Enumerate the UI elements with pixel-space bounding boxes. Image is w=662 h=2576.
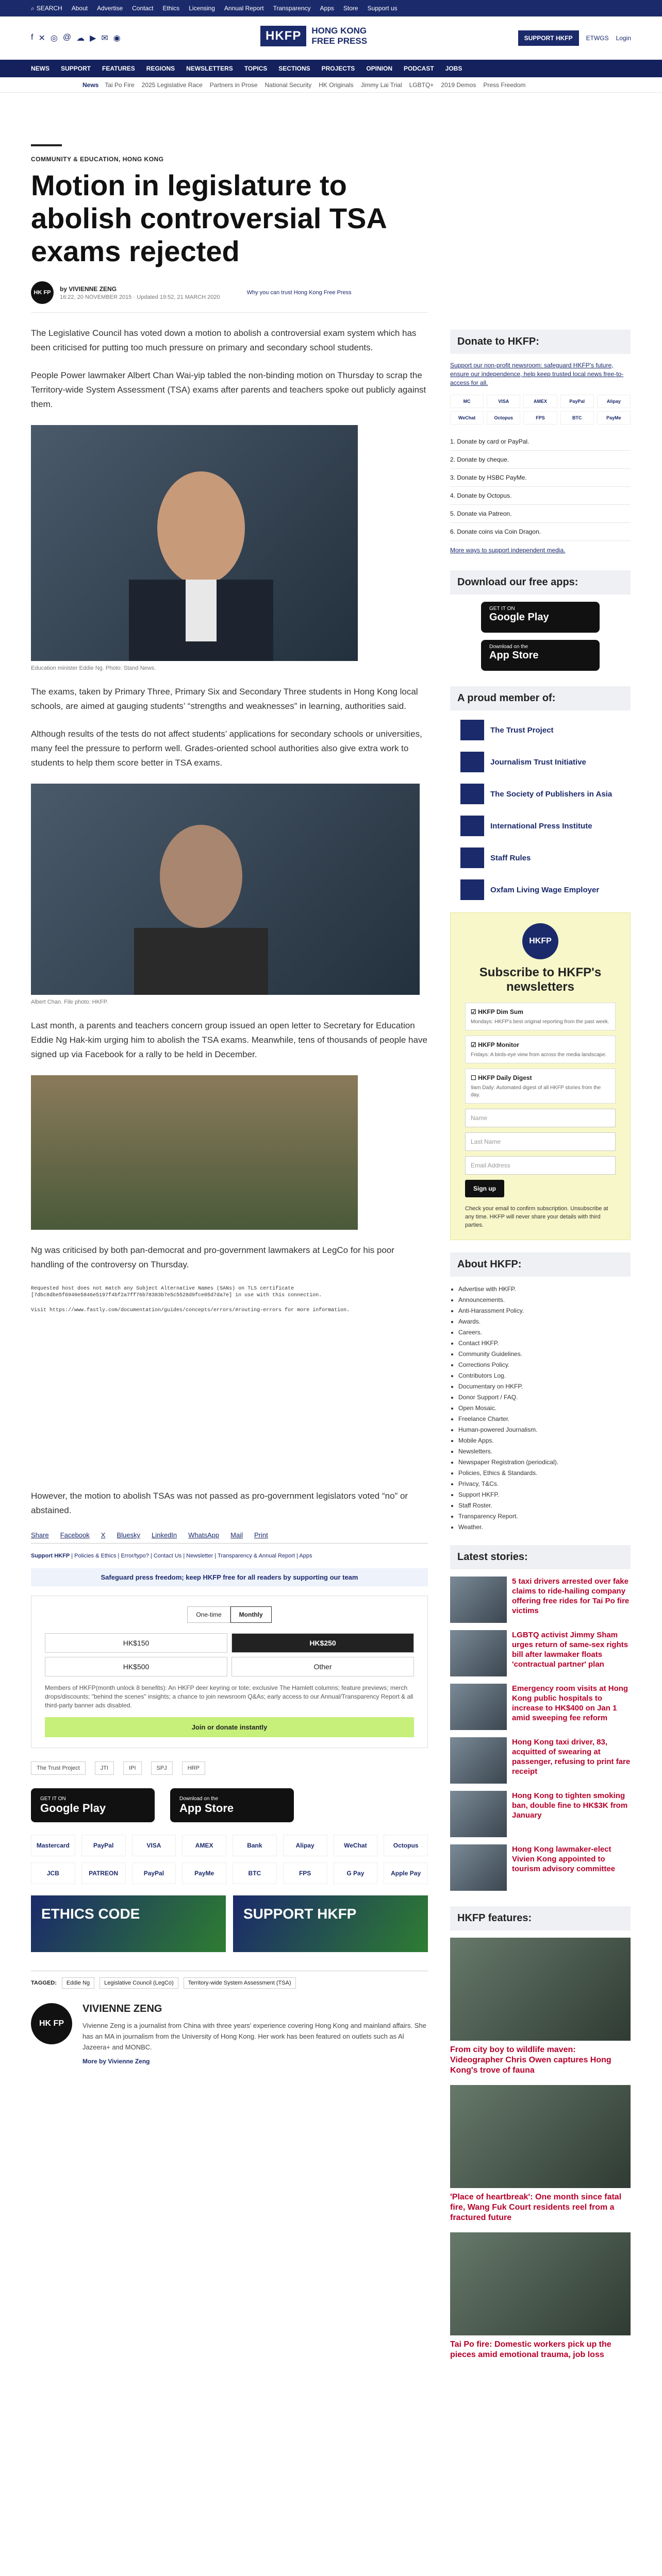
nav-projects[interactable]: PROJECTS <box>321 65 355 72</box>
newsletter-option[interactable]: ☑ HKFP Dim Sum Mondays: HKFP's best original reporting from the past week. <box>465 1003 616 1030</box>
visa-icon[interactable]: VISA <box>132 1835 176 1856</box>
social-icons <box>31 33 121 43</box>
bitcoin-icon[interactable]: BTC <box>233 1862 277 1884</box>
topbar-support[interactable]: Support us <box>367 5 398 12</box>
portrait-illustration <box>31 784 420 995</box>
author-box <box>31 2003 428 2065</box>
trending-item[interactable]: Partners in Prose <box>209 81 258 89</box>
story-thumbnail <box>450 1737 507 1784</box>
nav-features[interactable]: FEATURES <box>102 65 135 72</box>
about-item[interactable]: • Weather. <box>458 1522 631 1533</box>
article-title: Motion in legislature to abolish controversial TSA exams rejected <box>31 169 386 267</box>
about-item[interactable]: • Transparency Report. <box>458 1511 631 1522</box>
author-box-name[interactable]: VIVIENNE ZENG <box>82 2003 162 2014</box>
about-item[interactable]: • Freelance Charter. <box>458 1414 631 1425</box>
donate-method[interactable]: 1. Donate by card or PayPal. <box>450 433 631 451</box>
jcb-icon[interactable]: JCB <box>31 1862 75 1884</box>
donate-method[interactable]: 6. Donate coins via Coin Dragon. <box>450 523 631 541</box>
about-item[interactable]: • Careers. <box>458 1327 631 1338</box>
paypal-icon[interactable]: PayPal <box>132 1862 176 1884</box>
trending-item[interactable]: Press Freedom <box>483 81 526 89</box>
octopus-icon[interactable]: Octopus <box>487 411 520 425</box>
newsletter-note: Check your email to confirm subscription. Unsubscribe at any time. HKFP will never share your details with third parties. <box>465 1206 608 1228</box>
about-item[interactable]: • Newspaper Registration (periodical). <box>458 1457 631 1468</box>
footer-link-row: Support HKFP | Policies & Ethics | Error/typo? | Contact Us | Newsletter | Transparency & Annual Report | Apps <box>31 1553 312 1559</box>
sidebar <box>450 330 631 2369</box>
one-time-toggle[interactable]: One-time <box>187 1606 230 1623</box>
about-item[interactable]: • Anti-Harassment Policy. <box>458 1306 631 1316</box>
feature-image <box>450 1938 631 2041</box>
photo-legco-chamber <box>31 1075 358 1230</box>
member-logo[interactable]: The Trust Project <box>460 718 620 742</box>
payment-methods-grid <box>31 1835 428 1884</box>
site-logo[interactable] <box>260 26 367 46</box>
latest-story[interactable]: Emergency room visits at Hong Kong public hospitals to increase to HK$400 on Jan 1 amid sweeping fee reform <box>450 1684 631 1730</box>
top-utility-bar <box>0 0 662 16</box>
alipay-icon[interactable]: Alipay <box>597 395 631 408</box>
about-item[interactable]: • Documentary on HKFP. <box>458 1381 631 1392</box>
about-item[interactable]: • Policies, Ethics & Standards. <box>458 1468 631 1479</box>
member-heading: A proud member of: <box>450 686 631 710</box>
donate-method[interactable]: 4. Donate by Octopus. <box>450 487 631 505</box>
amount-option-selected[interactable]: HK$250 <box>231 1633 414 1653</box>
x-icon[interactable]: ✕ <box>38 33 45 43</box>
author-bio: Vivienne Zeng is a journalist from China with three years' experience covering Hong Kong and mainland affairs. She has an MA in journalism from the University of Hong Kong. Her work has been featured on outlets such as Al Jazeera+ and MONBC. <box>82 2022 426 2051</box>
story-thumbnail <box>450 1630 507 1676</box>
paragraph: The Legislative Council has voted down a motion to abolish a controversial exam system which has been criticised for putting too much pressure on primary and secondary school students. <box>31 328 417 352</box>
visa-icon[interactable]: VISA <box>487 395 520 408</box>
nav-regions[interactable]: REGIONS <box>146 65 175 72</box>
about-item[interactable]: • Advertise with HKFP. <box>458 1284 631 1295</box>
share-facebook[interactable]: Facebook <box>60 1531 90 1539</box>
hrp-logo[interactable]: HRP <box>182 1761 205 1775</box>
trending-label: News <box>82 81 99 89</box>
latest-story[interactable]: LGBTQ activist Jimmy Sham urges return of same-sex rights bill after lawmaker floats 'contractual partner' plan <box>450 1630 631 1676</box>
more-by-author-link[interactable]: More by Vivienne Zeng <box>82 2058 150 2065</box>
donate-module <box>31 1596 428 1748</box>
about-item[interactable]: • Awards. <box>458 1316 631 1327</box>
threads-icon[interactable]: @ <box>62 32 72 42</box>
about-item[interactable]: • Newsletters. <box>458 1446 631 1457</box>
newsletter-option[interactable]: ☑ HKFP Monitor Fridays: A birds-eye view from across the media landscape. <box>465 1036 616 1063</box>
feature-story[interactable]: From city boy to wildlife maven: Videographer Chris Owen captures Hong Kong's trove of fauna <box>450 1938 631 2076</box>
byline <box>31 281 428 313</box>
feature-image <box>450 2232 631 2335</box>
trending-bar <box>0 77 662 93</box>
share-linkedin[interactable]: LinkedIn <box>152 1531 177 1539</box>
fps-icon[interactable]: FPS <box>523 411 557 425</box>
frequency-toggle <box>45 1606 414 1623</box>
nav-newsletters[interactable]: NEWSLETTERS <box>186 65 233 72</box>
app-store-row <box>31 1788 428 1822</box>
trust-project-logo[interactable]: The Trust Project <box>31 1761 86 1775</box>
ethics-banner[interactable]: ETHICS CODE <box>31 1895 226 1952</box>
figure-albert-chan <box>31 784 428 1005</box>
feature-story[interactable]: Tai Po fire: Domestic workers pick up the pieces amid emotional trauma, job loss <box>450 2232 631 2360</box>
gpay-icon[interactable]: G Pay <box>334 1862 378 1884</box>
share-bar <box>31 1531 428 1544</box>
footer-link[interactable]: Error/typo? <box>121 1553 149 1559</box>
spj-logo[interactable]: SPJ <box>151 1761 173 1775</box>
tags-row <box>31 1971 428 1989</box>
member-logo[interactable]: Staff Rules <box>460 845 620 870</box>
wechat-icon[interactable]: WeChat <box>334 1835 378 1856</box>
author-avatar[interactable]: HK FP <box>31 281 54 304</box>
bluesky-icon[interactable]: ☁ <box>76 33 85 43</box>
donate-method[interactable]: 2. Donate by cheque. <box>450 451 631 469</box>
name-input[interactable]: Name <box>465 1109 616 1127</box>
footer-link[interactable]: Transparency & Annual Report <box>218 1553 295 1559</box>
nav-support[interactable]: SUPPORT <box>61 65 91 72</box>
about-item[interactable]: • Privacy, T&Cs. <box>458 1479 631 1489</box>
donate-heading: Donate to HKFP: <box>450 330 631 354</box>
support-banner[interactable]: SUPPORT HKFP <box>233 1895 428 1952</box>
instagram-icon[interactable]: ◎ <box>50 33 58 43</box>
jti-icon <box>460 752 484 772</box>
sign-up-button[interactable]: Sign up <box>465 1180 504 1197</box>
applepay-icon[interactable]: Apple Pay <box>384 1862 428 1884</box>
footer-link[interactable]: Contact Us <box>153 1553 182 1559</box>
about-item[interactable]: • Mobile Apps. <box>458 1435 631 1446</box>
topbar-advertise[interactable]: Advertise <box>97 5 123 12</box>
topbar-contact[interactable]: Contact <box>132 5 154 12</box>
sidebar-payment-icons <box>450 395 631 425</box>
mail-icon[interactable]: ✉ <box>101 33 108 43</box>
sidebar-app-store[interactable]: Download on the App Store <box>481 640 600 671</box>
tag[interactable]: Territory-wide System Assessment (TSA) <box>184 1977 296 1989</box>
story-thumbnail <box>450 1844 507 1891</box>
trending-item[interactable]: Jimmy Lai Trial <box>360 81 402 89</box>
latest-story[interactable]: Hong Kong taxi driver, 83, acquitted of swearing at passenger, refusing to print fare receipt <box>450 1737 631 1784</box>
monthly-toggle[interactable]: Monthly <box>230 1606 272 1623</box>
oxfam-icon <box>460 879 484 900</box>
topbar-search[interactable]: ⌕ SEARCH <box>31 4 62 12</box>
article-category[interactable]: COMMUNITY & EDUCATION, HONG KONG <box>31 156 164 163</box>
member-logo[interactable]: International Press Institute <box>460 814 620 838</box>
logo-text: HONG KONG FREE PRESS <box>311 26 368 46</box>
topbar-store[interactable]: Store <box>343 5 358 12</box>
ipi-icon <box>460 816 484 836</box>
article-dates: 16:22, 20 NOVEMBER 2015 · Updated 19:52, 21 MARCH 2020 <box>60 294 220 300</box>
about-item[interactable]: • Announcements. <box>458 1295 631 1306</box>
footer-link[interactable]: Newsletter <box>186 1553 213 1559</box>
caption: Albert Chan. File photo: HKFP. <box>31 999 108 1005</box>
safeguard-banner[interactable]: Safeguard press freedom; keep HKFP free for all readers by supporting our team <box>31 1568 428 1586</box>
latest-heading: Latest stories: <box>450 1545 631 1569</box>
feature-image <box>450 2085 631 2188</box>
member-logo[interactable]: The Society of Publishers in Asia <box>460 782 620 806</box>
caption: Education minister Eddie Ng. Photo: Stand News. <box>31 665 156 671</box>
amount-option[interactable]: HK$150 <box>45 1633 227 1653</box>
payme-icon[interactable]: PayMe <box>182 1862 226 1884</box>
alipay-icon[interactable]: Alipay <box>283 1835 327 1856</box>
amount-option[interactable]: HK$500 <box>45 1657 227 1676</box>
about-item[interactable]: • Open Mosaic. <box>458 1403 631 1414</box>
newsletter-option[interactable]: ☐ HKFP Daily Digest 9am Daily: Automated digest of all HKFP stories from the day. <box>465 1069 616 1104</box>
author-name[interactable]: by VIVIENNE ZENG <box>60 285 117 293</box>
photo-eddie-ng <box>31 425 358 661</box>
etwgs-link[interactable]: ETWGS <box>586 34 609 42</box>
paragraph: However, the motion to abolish TSAs was not passed as pro-government legislators voted “no” or abstained. <box>31 1491 408 1515</box>
footer-support-link[interactable]: Support HKFP <box>31 1553 70 1559</box>
donate-intro-link[interactable]: Support our non-profit newsroom: safeguard HKFP's future, ensure our independence, help keep trusted local news free-to-access for all. <box>450 362 624 386</box>
trust-project-icon <box>460 720 484 740</box>
paragraph: The exams, taken by Primary Three, Primary Six and Secondary Three students in Hong Kong local schools, are aimed at gauging students’ “strengths and weaknesses” in learning, authorities said. <box>31 687 418 711</box>
about-heading: About HKFP: <box>450 1252 631 1277</box>
nav-jobs[interactable]: JOBS <box>445 65 462 72</box>
about-list <box>450 1284 631 1533</box>
newsletter-title: Subscribe to HKFP's newsletters <box>479 965 602 994</box>
paypal-icon[interactable]: PayPal <box>560 395 594 408</box>
bank-icon[interactable]: Bank <box>233 1835 277 1856</box>
embed-error: Requested host does not match any Subject Alternative Names (SANs) on TLS certificate [7dbc8dbe5f6940e5846e5197f4bf2a7ff76b78383b7e5c5528d9fce05d7da7e] in use with this connection. <box>31 1286 322 1298</box>
newsletter-logo: HKFP <box>522 923 558 959</box>
share-mail[interactable]: Mail <box>230 1531 243 1539</box>
about-item[interactable]: • Contributors Log. <box>458 1370 631 1381</box>
article-main <box>31 144 428 2065</box>
octopus-icon[interactable]: Octopus <box>384 1835 428 1856</box>
bitcoin-icon[interactable]: BTC <box>560 411 594 425</box>
facebook-icon[interactable]: f <box>31 32 34 42</box>
ipi-logo[interactable]: IPI <box>123 1761 141 1775</box>
donate-method[interactable]: 5. Donate via Patreon. <box>450 505 631 523</box>
nav-topics[interactable]: TOPICS <box>244 65 268 72</box>
latest-story[interactable]: 5 taxi drivers arrested over fake claims to ride-hailing company offering free rides for Tai Po fire victims <box>450 1577 631 1623</box>
paragraph: Last month, a parents and teachers concern group issued an open letter to Secretary for Education Eddie Ng Hak-kim urging him to abolish the TSA exams. Meanwhile, tens of thousands of people have signed up via Facebook for a rally to be held in December. <box>31 1021 427 1059</box>
donate-method[interactable]: 3. Donate by HSBC PayMe. <box>450 469 631 487</box>
latest-story[interactable]: Hong Kong lawmaker-elect Vivien Kong appointed to tourism advisory committee <box>450 1844 631 1891</box>
topbar-about[interactable]: About <box>71 5 88 12</box>
latest-story[interactable]: Hong Kong to tighten smoking ban, double fine to HK$3K from January <box>450 1791 631 1837</box>
share-label: Share <box>31 1531 49 1539</box>
features-heading: HKFP features: <box>450 1906 631 1930</box>
trending-item[interactable]: National Security <box>264 81 312 89</box>
nav-opinion[interactable]: OPINION <box>366 65 392 72</box>
about-item[interactable]: • Support HKFP. <box>458 1489 631 1500</box>
title-rule <box>31 144 62 146</box>
author-box-avatar[interactable]: HK FP <box>31 2003 72 2044</box>
topbar-apps[interactable]: Apps <box>320 5 334 12</box>
tag[interactable]: Legislative Council (LegCo) <box>100 1977 178 1989</box>
footer-link[interactable]: Policies & Ethics <box>74 1553 117 1559</box>
trust-link[interactable]: Why you can trust Hong Kong Free Press <box>246 290 352 296</box>
share-x[interactable]: X <box>101 1531 106 1539</box>
tag[interactable]: Eddie Ng <box>62 1977 94 1989</box>
feature-story[interactable]: 'Place of heartbreak': One month since fatal fire, Wang Fuk Court residents reel from a fractured future <box>450 2085 631 2223</box>
paragraph: Ng was criticised by both pan-democrat and pro-government lawmakers at LegCo for his poor handling of the controversy on Thursday. <box>31 1245 394 1269</box>
main-nav <box>0 60 662 77</box>
about-item[interactable]: • Human-powered Journalism. <box>458 1425 631 1435</box>
logo-box: HKFP <box>260 26 306 46</box>
topbar-ethics[interactable]: Ethics <box>162 5 180 12</box>
paragraph: Although results of the tests do not affect students’ applications for secondary schools or universities, many feel the pressure to perform well. Grades-oriented school authorities also give extra work to students to help them score better in TSA exams. <box>31 729 422 768</box>
apps-heading: Download our free apps: <box>450 570 631 595</box>
member-logo[interactable]: Journalism Trust Initiative <box>460 750 620 774</box>
story-thumbnail <box>450 1791 507 1837</box>
paypal-icon[interactable]: PayPal <box>81 1835 126 1856</box>
nav-sections[interactable]: SECTIONS <box>278 65 310 72</box>
trending-item[interactable]: 2025 Legislative Race <box>141 81 203 89</box>
patreon-icon[interactable]: PATREON <box>81 1862 126 1884</box>
newsletter-signup <box>450 912 631 1240</box>
app-store-badge[interactable]: Download on the App Store <box>170 1788 294 1822</box>
amex-icon[interactable]: AMEX <box>182 1835 226 1856</box>
footer-link[interactable]: Apps <box>299 1553 312 1559</box>
sopa-icon <box>460 784 484 804</box>
search-icon: ⌕ <box>31 4 35 12</box>
story-thumbnail <box>450 1684 507 1730</box>
more-ways-link[interactable]: More ways to support independent media. <box>450 547 566 554</box>
mastercard-icon[interactable]: Mastercard <box>31 1835 75 1856</box>
google-play-badge[interactable]: GET IT ON Google Play <box>31 1788 155 1822</box>
jti-logo[interactable]: JTI <box>95 1761 114 1775</box>
sidebar-google-play[interactable]: GET IT ON Google Play <box>481 602 600 633</box>
about-item[interactable]: • Community Guidelines. <box>458 1349 631 1360</box>
promo-banners <box>31 1895 428 1952</box>
about-item[interactable]: • Staff Roster. <box>458 1500 631 1511</box>
site-header <box>0 16 662 60</box>
topbar-transparency[interactable]: Transparency <box>273 5 311 12</box>
topbar-licensing[interactable]: Licensing <box>189 5 215 12</box>
topbar-annual-report[interactable]: Annual Report <box>224 5 264 12</box>
trending-item[interactable]: HK Originals <box>319 81 354 89</box>
mastercard-icon[interactable]: MC <box>450 395 484 408</box>
trending-item[interactable]: LGBTQ+ <box>409 81 434 89</box>
photo-albert-chan <box>31 784 420 995</box>
share-print[interactable]: Print <box>254 1531 268 1539</box>
last-name-input[interactable]: Last Name <box>465 1132 616 1151</box>
payme-icon[interactable]: PayMe <box>597 411 631 425</box>
join-donate-button[interactable]: Join or donate instantly <box>45 1717 414 1737</box>
about-item[interactable]: • Donor Support / FAQ. <box>458 1392 631 1403</box>
wechat-icon[interactable]: WeChat <box>450 411 484 425</box>
about-item[interactable]: • Contact HKFP. <box>458 1338 631 1349</box>
fps-icon[interactable]: FPS <box>283 1862 327 1884</box>
trending-item[interactable]: Tai Po Fire <box>105 81 135 89</box>
amount-grid <box>45 1633 414 1676</box>
rss-icon[interactable]: ◉ <box>113 33 121 43</box>
amex-icon[interactable]: AMEX <box>523 395 557 408</box>
youtube-icon[interactable]: ▶ <box>90 33 96 43</box>
support-hkfp-button[interactable]: SUPPORT HKFP <box>518 30 579 46</box>
staff-rules-icon <box>460 848 484 868</box>
story-thumbnail <box>450 1577 507 1623</box>
paragraph: People Power lawmaker Albert Chan Wai-yip tabled the non-binding motion on Thursday to scrap the Territory-wide System Assessment (TSA) exams after parents and teachers spoke out publicly against them. <box>31 370 426 409</box>
about-item[interactable]: • Corrections Policy. <box>458 1360 631 1370</box>
member-logo-row <box>31 1761 428 1775</box>
figure-legco <box>31 1075 428 1230</box>
member-logo[interactable]: Oxfam Living Wage Employer <box>460 877 620 902</box>
nav-podcast[interactable]: PODCAST <box>403 65 434 72</box>
share-bluesky[interactable]: Bluesky <box>117 1531 140 1539</box>
nav-news[interactable]: NEWS <box>31 65 49 72</box>
embed-error-link: Visit https://www.fastly.com/documentation/guides/concepts/errors/#routing-errors for more information. <box>31 1308 350 1313</box>
portrait-illustration <box>31 425 358 661</box>
share-whatsapp[interactable]: WhatsApp <box>188 1531 220 1539</box>
login-link[interactable]: Login <box>616 34 631 42</box>
trending-item[interactable]: 2019 Demos <box>441 81 476 89</box>
amount-other[interactable]: Other <box>231 1657 414 1676</box>
membership-note: Members of HKFP(month unlock 8 benefits): An HKFP deer keyring or tote; exclusive The Hamlett columns; feature previews; merch drops/discounts; "behind the scenes" insights; a chance to join newsroom Q&As; early access to our Annual/Transparency Report & all third-party banner ads disabled. <box>45 1684 413 1709</box>
figure-eddie-ng <box>31 425 428 671</box>
tags-label: TAGGED: <box>31 1980 57 1986</box>
email-input[interactable]: Email Address <box>465 1156 616 1175</box>
